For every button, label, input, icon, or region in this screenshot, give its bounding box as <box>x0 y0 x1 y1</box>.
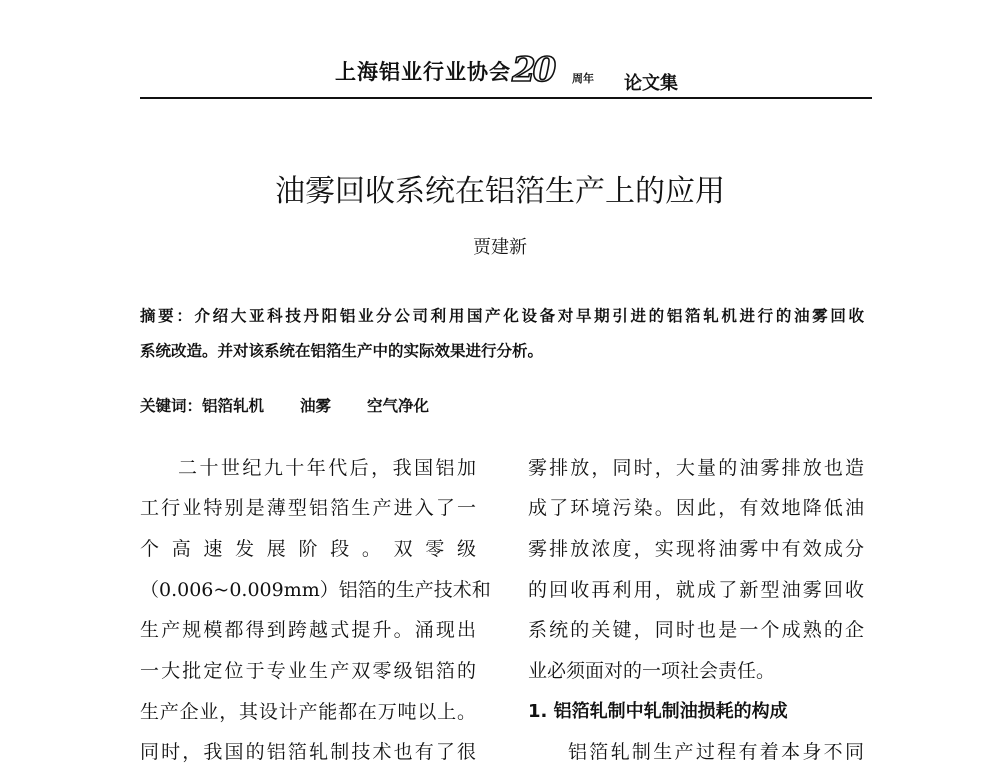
keyword: 空气净化 <box>367 397 430 415</box>
body-line: 生产企业，其设计产能都在万吨以上。 <box>140 701 476 723</box>
body-line: 同时，我国的铝箔轧制技术也有了很 <box>140 741 476 763</box>
keyword: 铝箔轧机 <box>202 397 265 415</box>
body-line: 工行业特别是薄型铝箔生产进入了一 <box>140 497 476 519</box>
author: 贾建新 <box>473 237 527 258</box>
body-line: 个高速发展阶段。双零级 <box>140 538 476 560</box>
body-line: 系统的关键，同时也是一个成熟的企 <box>528 619 864 641</box>
keywords-label: 关键词： <box>140 397 203 415</box>
body-line: 业必须面对的一项社会责任。 <box>528 660 776 682</box>
body-line: 雾排放，同时，大量的油雾排放也造 <box>528 457 864 479</box>
keyword: 油雾 <box>300 397 332 415</box>
body-line: 成了环境污染。因此，有效地降低油 <box>528 497 864 519</box>
anniversary-logo: 20 <box>512 50 554 90</box>
anniversary-logo-suffix: 周年 <box>572 72 594 85</box>
body-line: （0.006~0.009mm）铝箔的生产技术和 <box>140 579 491 601</box>
abstract-line: 摘要：介绍大亚科技丹阳铝业分公司利用国产化设备对早期引进的铝箔轧机进行的油雾回收 <box>140 307 864 325</box>
body-line: 生产规模都得到跨越式提升。涌现出 <box>140 619 476 641</box>
header-association: 上海铝业行业协会 <box>335 60 511 84</box>
paper-title: 油雾回收系统在铝箔生产上的应用 <box>275 174 725 209</box>
header-collection: 论文集 <box>624 73 678 94</box>
body-line: 一大批定位于专业生产双零级铝箔的 <box>140 660 476 682</box>
body-line: 的回收再利用，就成了新型油雾回收 <box>528 579 864 601</box>
body-line: 铝箔轧制生产过程有着本身不同 <box>568 741 864 763</box>
body-line: 二十世纪九十年代后，我国铝加 <box>178 457 476 479</box>
body-line: 雾排放浓度，实现将油雾中有效成分 <box>528 538 864 560</box>
section-heading: 1. 铝箔轧制中轧制油损耗的构成 <box>528 701 788 722</box>
header-rule <box>140 97 872 99</box>
abstract-line: 系统改造。并对该系统在铝箔生产中的实际效果进行分析。 <box>140 342 544 360</box>
keywords <box>140 394 429 416</box>
